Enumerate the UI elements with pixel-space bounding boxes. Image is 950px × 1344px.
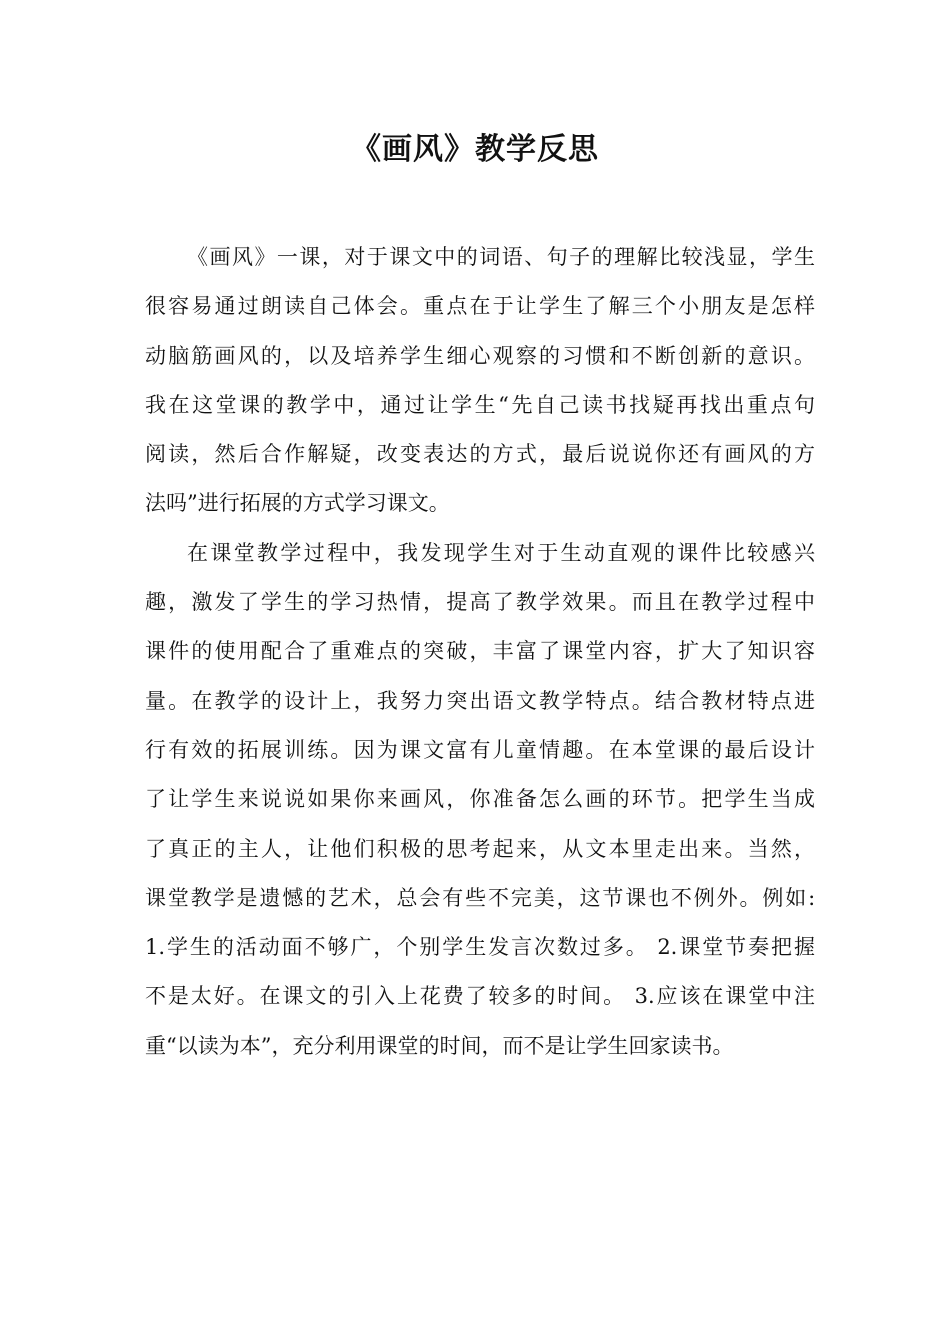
paragraph-line: 重“以读为本”，充分利用课堂的时间，而不是让学生回家读书。 xyxy=(145,1033,734,1058)
paragraph-line: 了真正的主人，让他们积极的思考起来，从文本里走出来。当然， xyxy=(145,836,815,861)
document-title: 《画风》教学反思 xyxy=(351,132,599,167)
paragraph-line: 不是太好。在课文的引入上花费了较多的时间。 3.应该在课堂中注 xyxy=(145,984,815,1009)
paragraph-line: 了让学生来说说如果你来画风，你准备怎么画的环节。把学生当成 xyxy=(145,787,815,812)
paragraph-line: 行有效的拓展训练。因为课文富有儿童情趣。在本堂课的最后设计 xyxy=(145,737,815,762)
paragraph-line: 课堂教学是遗憾的艺术，总会有些不完美，这节课也不例外。例如: xyxy=(145,885,815,910)
paragraph-line: 我在这堂课的教学中，通过让学生“先自己读书找疑再找出重点句 xyxy=(145,392,815,417)
paragraph-line: 阅读，然后合作解疑，改变表达的方式，最后说说你还有画风的方 xyxy=(145,442,815,467)
paragraph-line: 课件的使用配合了重难点的突破，丰富了课堂内容，扩大了知识容 xyxy=(145,639,815,664)
paragraph-line: 量。在教学的设计上，我努力突出语文教学特点。结合教材特点进 xyxy=(145,688,815,713)
paragraph-line: 《画风》一课，对于课文中的词语、句子的理解比较浅显，学生 xyxy=(187,245,815,269)
paragraph-line: 在课堂教学过程中，我发现学生对于生动直观的课件比较感兴 xyxy=(187,540,815,565)
paragraph-line: 很容易通过朗读自己体会。重点在于让学生了解三个小朋友是怎样 xyxy=(145,294,815,319)
paragraph-line: 动脑筋画风的，以及培养学生细心观察的习惯和不断创新的意识。 xyxy=(145,343,815,368)
paragraph-1 xyxy=(145,233,815,529)
paragraph-line: 1.学生的活动面不够广，个别学生发言次数过多。 2.课堂节奏把握 xyxy=(145,935,815,960)
paragraph-line: 法吗”进行拓展的方式学习课文。 xyxy=(145,491,450,516)
paragraph-line: 趣，激发了学生的学习热情，提高了教学效果。而且在教学过程中 xyxy=(145,590,815,615)
paragraph-2 xyxy=(145,529,815,1071)
document-body xyxy=(145,233,815,1071)
